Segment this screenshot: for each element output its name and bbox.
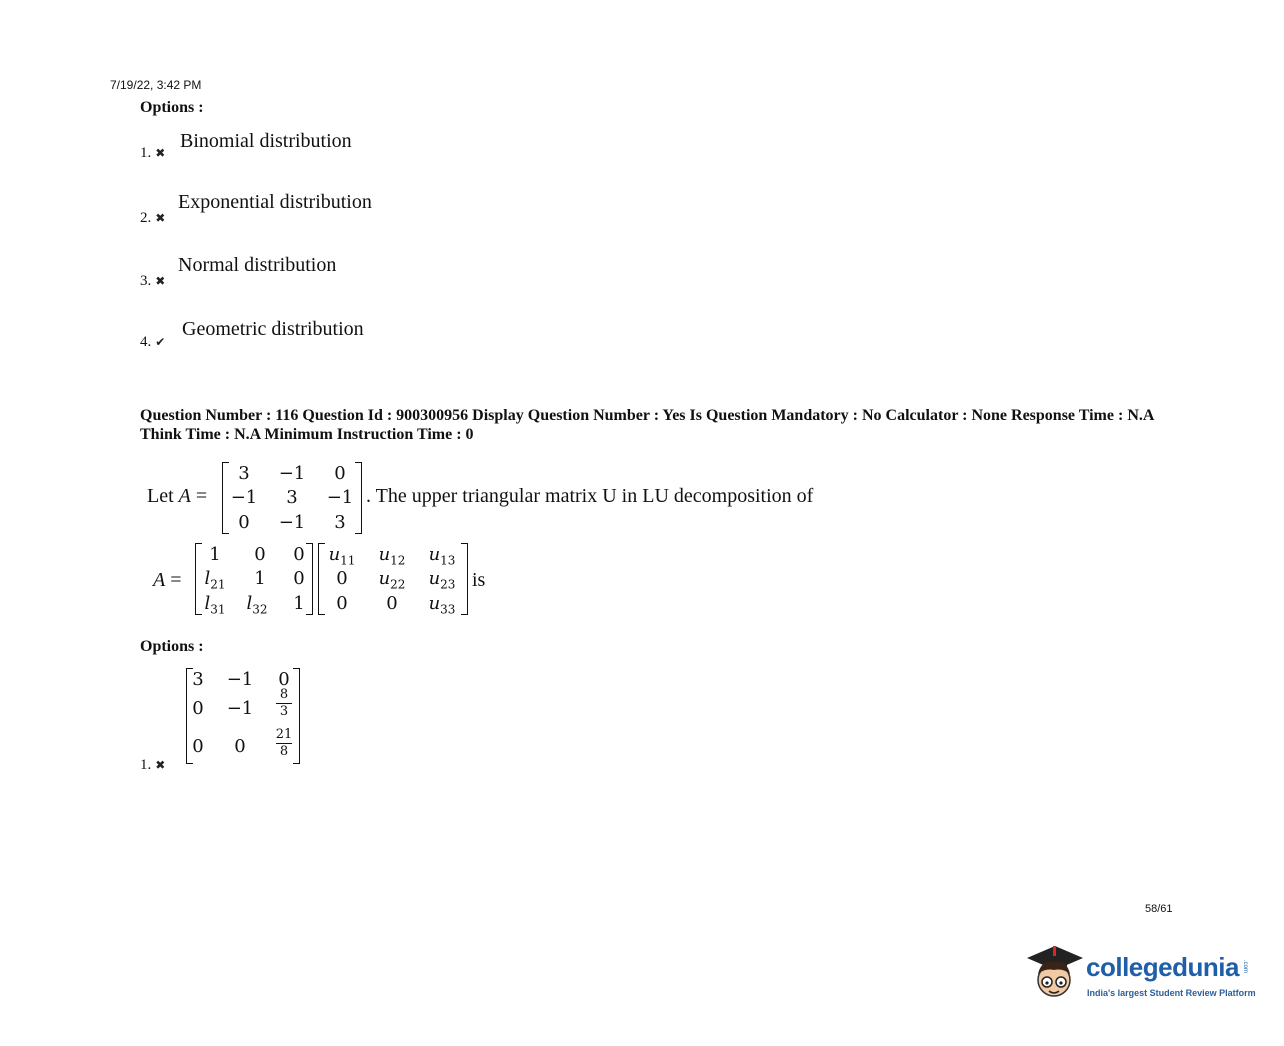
- matrix-cell-u12: $u_{12}$: [378, 544, 406, 568]
- check-icon: ✔: [155, 335, 166, 349]
- matrix-cell-u23: $u_{23}$: [428, 568, 456, 592]
- matrix-cell: 0: [254, 544, 266, 565]
- cross-icon: ✖: [155, 274, 166, 288]
- matrix-cell-u11: $u_{11}$: [328, 544, 356, 568]
- matrix-cell-l31: $l_{31}$: [204, 593, 226, 617]
- is-label: is: [472, 569, 486, 591]
- matrix-cell-u13: $u_{13}$: [428, 544, 456, 568]
- matrix-cell-l32: $l_{32}$: [246, 593, 268, 617]
- cross-icon: ✖: [155, 211, 166, 225]
- option-1-number: 1. ✖: [140, 145, 166, 161]
- fraction-denominator: 3: [279, 704, 289, 719]
- a-equals-label: A =: [153, 569, 182, 591]
- option-1-matrix: [186, 668, 300, 764]
- matrix-l: [195, 543, 313, 615]
- matrix-cell: −1: [326, 487, 354, 508]
- matrix-cell: −1: [230, 487, 258, 508]
- collegedunia-logo-icon: [1023, 940, 1085, 1006]
- cross-icon: ✖: [155, 146, 166, 160]
- fraction-denominator: 8: [279, 744, 289, 759]
- option-2-number: 2. ✖: [140, 210, 166, 226]
- option-4-number: 4. ✔: [140, 334, 166, 350]
- cross-icon: ✖: [155, 758, 166, 772]
- matrix-cell: −1: [278, 463, 306, 484]
- matrix-a: [222, 462, 362, 534]
- new-option-1-number: 1. ✖: [140, 757, 166, 773]
- matrix-cell: −1: [226, 669, 254, 690]
- matrix-cell: 0: [334, 463, 346, 484]
- question-stem: . The upper triangular matrix U in LU decomposition of: [366, 485, 814, 507]
- option-2-text: Exponential distribution: [178, 191, 372, 213]
- matrix-cell: 0: [293, 544, 305, 565]
- matrix-cell: −1: [226, 698, 254, 719]
- matrix-cell: 0: [192, 736, 204, 757]
- options-heading: Options :: [140, 99, 204, 116]
- option-4-text: Geometric distribution: [182, 318, 364, 340]
- brand-name: collegedunia: [1086, 952, 1239, 982]
- question-info: Question Number : 116 Question Id : 900300956 Display Question Number : Yes Is Question Mandatory : No Calculator : None Response Time : N.A Think Time : N.A Minimum Instruction Time : 0: [140, 407, 1154, 443]
- option-1-text: Binomial distribution: [180, 130, 352, 152]
- matrix-cell: 0: [293, 568, 305, 589]
- matrix-cell: 0: [386, 593, 398, 614]
- matrix-cell: −1: [278, 512, 306, 533]
- matrix-cell: 0: [238, 512, 250, 533]
- matrix-cell: 3: [238, 463, 250, 484]
- fraction-numerator: 8: [279, 687, 289, 702]
- matrix-cell: 3: [192, 669, 204, 690]
- matrix-u: [318, 543, 468, 615]
- matrix-cell: 1: [254, 568, 266, 589]
- matrix-cell: 0: [192, 698, 204, 719]
- matrix-cell-u33: $u_{33}$: [428, 593, 456, 617]
- matrix-cell: 1: [209, 544, 221, 565]
- matrix-cell-u22: $u_{22}$: [378, 568, 406, 592]
- matrix-cell: 0: [336, 593, 348, 614]
- matrix-cell: 3: [286, 487, 298, 508]
- page-number: 58/61: [1145, 903, 1173, 915]
- timestamp: 7/19/22, 3:42 PM: [110, 78, 202, 92]
- matrix-cell: 0: [234, 736, 246, 757]
- options-heading-2: Options :: [140, 638, 204, 655]
- fraction-8-3: [272, 688, 296, 719]
- brand-domain: .com: [1242, 960, 1248, 974]
- option-3-text: Normal distribution: [178, 254, 337, 276]
- matrix-cell: 3: [334, 512, 346, 533]
- matrix-cell: 0: [278, 669, 290, 690]
- matrix-cell-l21: $l_{21}$: [204, 568, 226, 592]
- let-a-label: Let A =: [147, 485, 208, 507]
- option-3-number: 3. ✖: [140, 273, 166, 289]
- fraction-numerator: 21: [275, 727, 293, 742]
- brand-tagline: India's largest Student Review Platform: [1087, 988, 1256, 998]
- matrix-cell: 1: [293, 593, 305, 614]
- fraction-21-8: [272, 728, 296, 759]
- matrix-cell: 0: [336, 568, 348, 589]
